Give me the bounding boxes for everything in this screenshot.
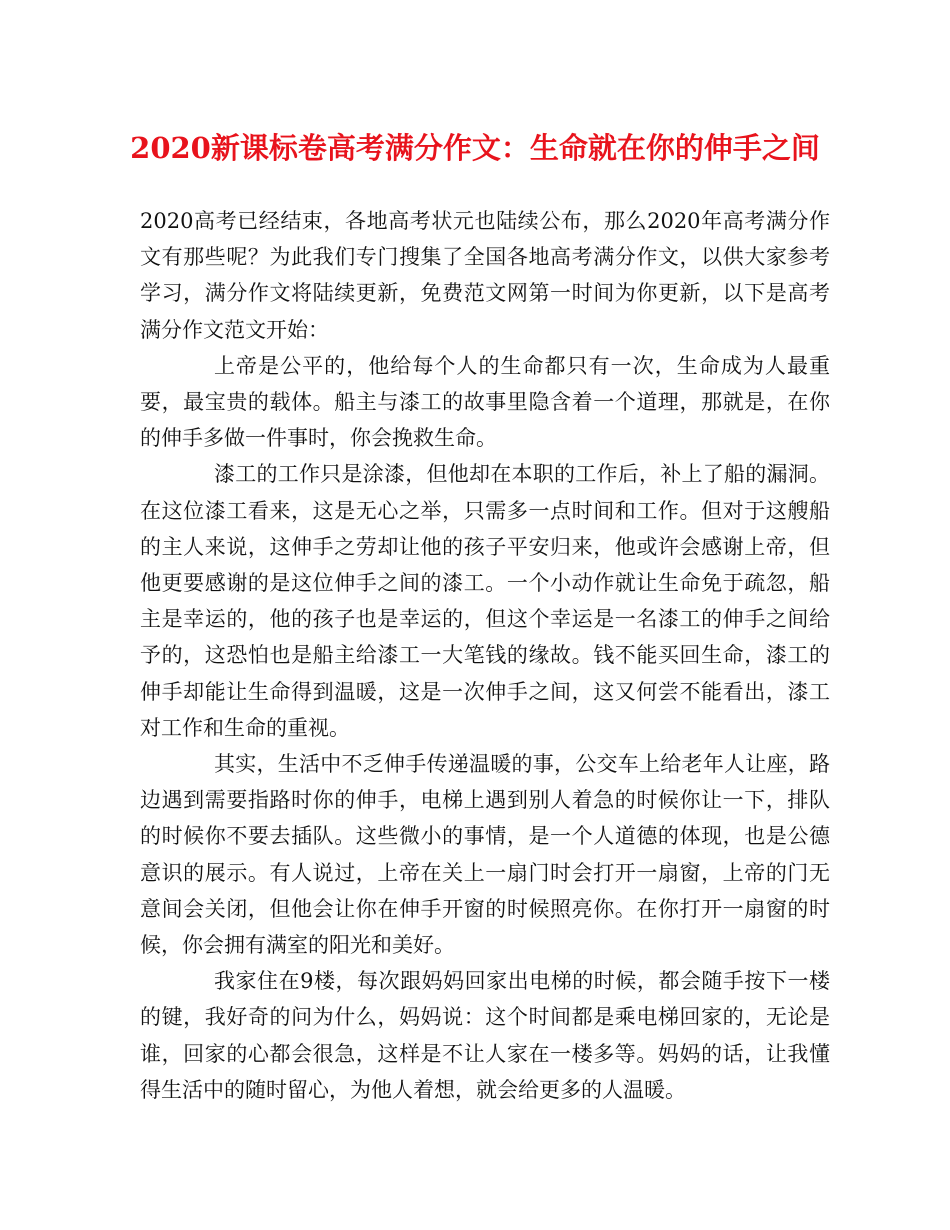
paragraph-2: 上帝是公平的，他给每个人的生命都只有一次，生命成为人最重要，最宝贵的载体。船主与漆工的故事里隐含着一个道理，那就是，在你的伸手多做一件事时，你会挽救生命。: [140, 353, 830, 451]
paragraph-5: 我家住在9楼，每次跟妈妈回家出电梯的时候，都会随手按下一楼的键，我好奇的问为什么，妈妈说：这个时间都是乘电梯回家的，无论是谁，回家的心都会很急，这样是不让人家在一楼多等。妈妈的话，让我懂得生活中的随时留心，为他人着想，就会给更多的人温暖。: [140, 969, 830, 1102]
document-title: 2020新课标卷高考满分作文：生命就在你的伸手之间: [130, 131, 820, 165]
paragraph-intro: 2020高考已经结束，各地高考状元也陆续公布，那么2020年高考满分作文有那些呢？为此我们专门搜集了全国各地高考满分作文，以供大家参考学习，满分作文将陆续更新，免费范文网第一时间为你更新，以下是高考满分作文范文开始：: [140, 209, 830, 342]
paragraph-3: 漆工的工作只是涂漆，但他却在本职的工作后，补上了船的漏洞。在这位漆工看来，这是无心之举，只需多一点时间和工作。但对于这艘船的主人来说，这伸手之劳却让他的孩子平安归来，他或许会感谢上帝，但他更要感谢的是这位伸手之间的漆工。一个小动作就让生命免于疏忽，船主是幸运的，他的孩子也是幸运的，但这个幸运是一名漆工的伸手之间给予的，这恐怕也是船主给漆工一大笔钱的缘故。钱不能买回生命，漆工的伸手却能让生命得到温暖，这是一次伸手之间，这又何尝不能看出，漆工对工作和生命的重视。: [140, 462, 830, 740]
document-body: [140, 203, 830, 1108]
paragraph-4: 其实，生活中不乏伸手传递温暖的事，公交车上给老年人让座，路边遇到需要指路时你的伸手，电梯上遇到别人着急的时候你让一下，排队的时候你不要去插队。这些微小的事情，是一个人道德的体现，也是公德意识的展示。有人说过，上帝在关上一扇门时会打开一扇窗，上帝的门无意间会关闭，但他会让你在伸手开窗的时候照亮你。在你打开一扇窗的时候，你会拥有满室的阳光和美好。: [140, 752, 830, 958]
